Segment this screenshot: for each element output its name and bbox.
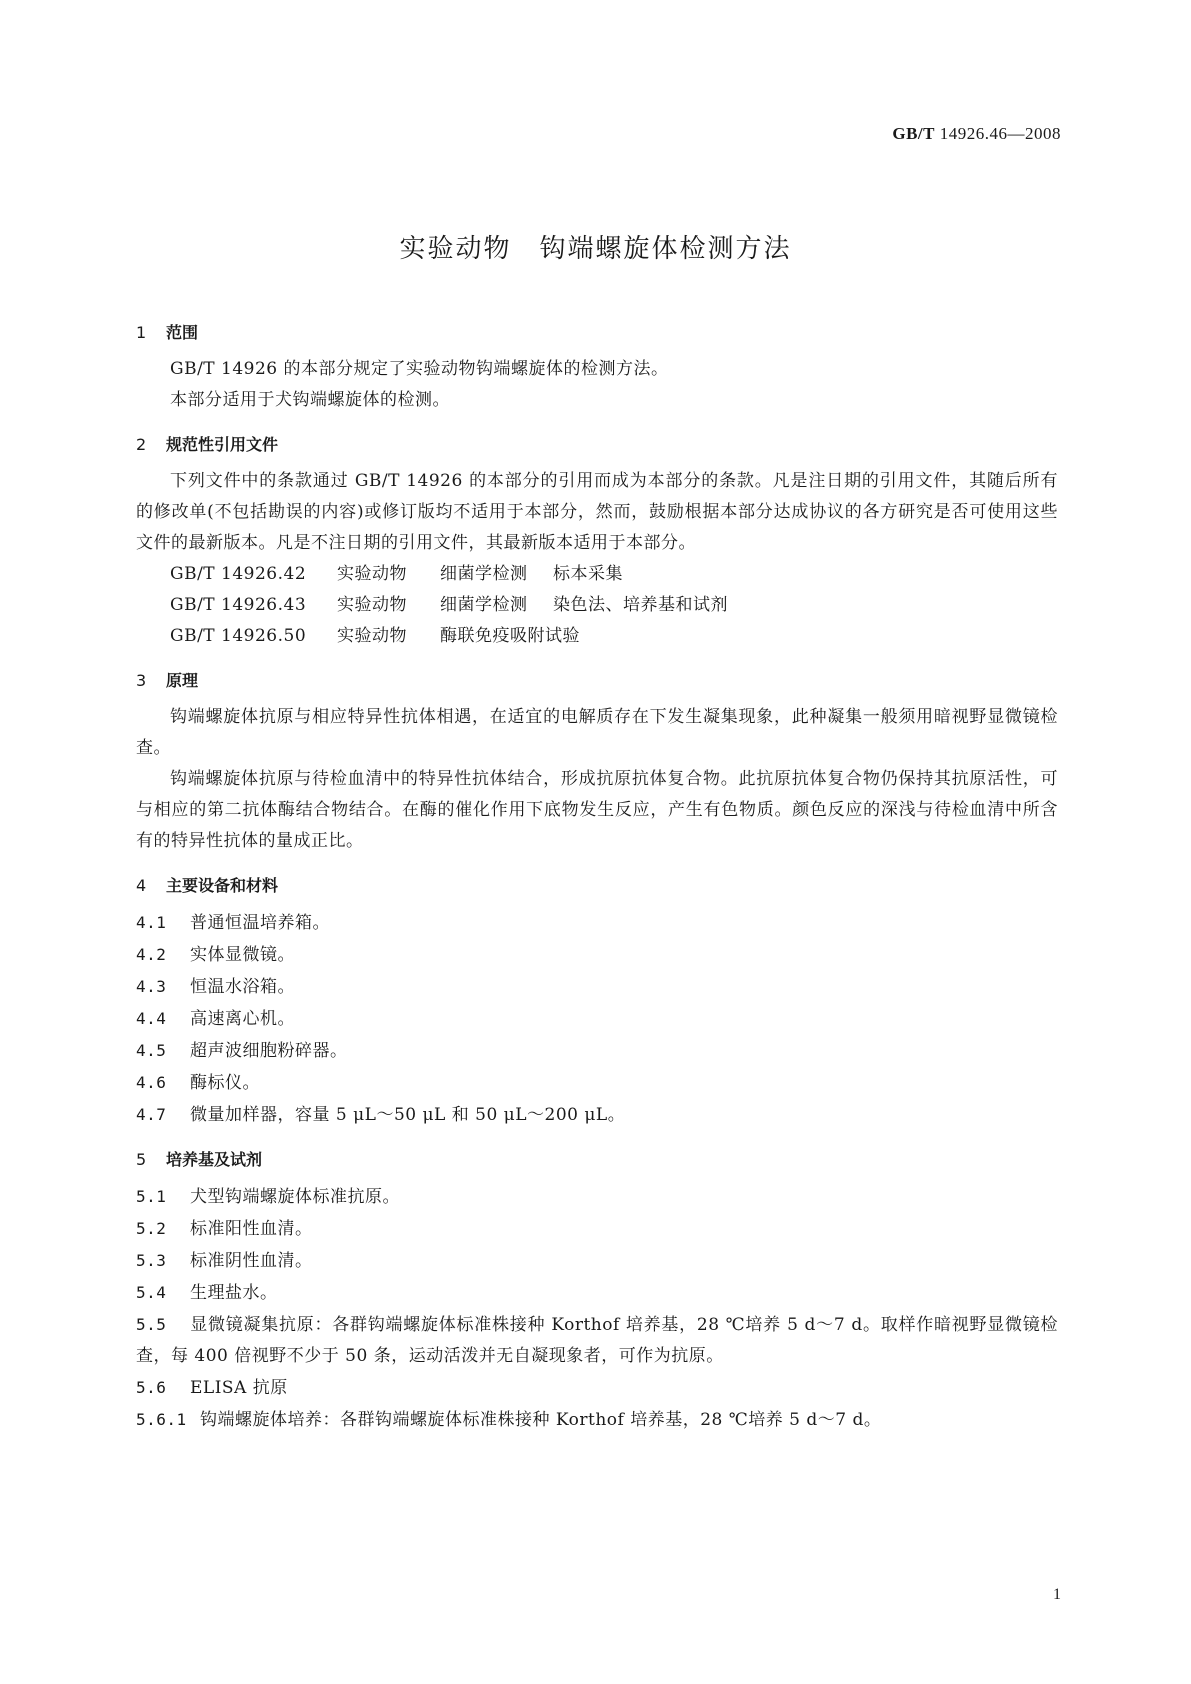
list-item bbox=[136, 1067, 1058, 1099]
reference-item bbox=[136, 590, 1058, 621]
reference-part-b: 细菌学检测 bbox=[440, 564, 528, 584]
item-number: 4.1 bbox=[136, 913, 167, 932]
section-heading-equipment bbox=[136, 871, 1058, 901]
reference-part-c: 染色法、培养基和试剂 bbox=[553, 595, 728, 615]
item-number: 4.2 bbox=[136, 945, 167, 964]
item-text: 高速离心机。 bbox=[190, 1009, 295, 1029]
item-number: 4.5 bbox=[136, 1041, 167, 1060]
item-number: 5.4 bbox=[136, 1283, 167, 1302]
list-item bbox=[136, 971, 1058, 1003]
section-number: 3 bbox=[136, 671, 147, 690]
reference-part-a: 实验动物 bbox=[337, 626, 407, 646]
item-number: 4.4 bbox=[136, 1009, 167, 1028]
item-text: 犬型钩端螺旋体标准抗原。 bbox=[190, 1187, 400, 1207]
list-item bbox=[136, 1245, 1058, 1277]
item-number: 5.6 bbox=[136, 1378, 167, 1397]
item-text: 生理盐水。 bbox=[190, 1283, 278, 1303]
item-text: ELISA 抗原 bbox=[190, 1378, 288, 1398]
document-body bbox=[136, 318, 1058, 1436]
list-item bbox=[136, 1181, 1058, 1213]
page-number: 1 bbox=[1053, 1586, 1061, 1603]
item-number: 5.1 bbox=[136, 1187, 167, 1206]
reference-part-a: 实验动物 bbox=[337, 564, 407, 584]
reference-code: GB/T 14926.43 bbox=[170, 595, 307, 615]
paragraph: 钩端螺旋体抗原与相应特异性抗体相遇，在适宜的电解质存在下发生凝集现象，此种凝集一般须用暗视野显微镜检查。 bbox=[136, 707, 1058, 758]
paragraph: 本部分适用于犬钩端螺旋体的检测。 bbox=[170, 390, 450, 410]
item-text: 普通恒温培养箱。 bbox=[190, 913, 330, 933]
list-item bbox=[136, 1003, 1058, 1035]
list-item bbox=[136, 1404, 1058, 1436]
list-item bbox=[136, 1309, 1058, 1372]
reference-item bbox=[136, 559, 1058, 590]
section-title: 培养基及试剂 bbox=[166, 1150, 263, 1169]
item-number: 5.5 bbox=[136, 1315, 167, 1334]
reference-part-a: 实验动物 bbox=[337, 595, 407, 615]
section-heading-principle bbox=[136, 666, 1058, 696]
list-item bbox=[136, 907, 1058, 939]
reference-item bbox=[136, 621, 1058, 652]
standard-code-prefix: GB/T bbox=[892, 124, 935, 143]
reference-part-b: 酶联免疫吸附试验 bbox=[440, 626, 580, 646]
reference-part-b: 细菌学检测 bbox=[440, 595, 528, 615]
section-title: 原理 bbox=[166, 671, 199, 690]
section-heading-scope bbox=[136, 318, 1058, 348]
list-item bbox=[136, 1213, 1058, 1245]
item-text: 实体显微镜。 bbox=[190, 945, 295, 965]
list-item bbox=[136, 1372, 1058, 1404]
section-number: 1 bbox=[136, 323, 147, 342]
item-text: 标准阴性血清。 bbox=[190, 1251, 313, 1271]
reference-part-c: 标本采集 bbox=[553, 564, 623, 584]
item-text: 显微镜凝集抗原：各群钩端螺旋体标准株接种 Korthof 培养基，28 ℃培养 5 d～7 d。取样作暗视野显微镜检查，每 400 倍视野不少于 50 条，运动活泼并无自凝现象者，可作为抗原。 bbox=[136, 1315, 1058, 1366]
document-title: 实验动物 钩端螺旋体检测方法 bbox=[399, 234, 792, 264]
item-number: 5.3 bbox=[136, 1251, 167, 1270]
paragraph: 钩端螺旋体抗原与待检血清中的特异性抗体结合，形成抗原抗体复合物。此抗原抗体复合物仍保持其抗原活性，可与相应的第二抗体酶结合物结合。在酶的催化作用下底物发生反应，产生有色物质。颜色反应的深浅与待检血清中所含有的特异性抗体的量成正比。 bbox=[136, 769, 1058, 851]
list-item bbox=[136, 1099, 1058, 1131]
section-number: 2 bbox=[136, 435, 147, 454]
item-number: 4.3 bbox=[136, 977, 167, 996]
item-text: 钩端螺旋体培养：各群钩端螺旋体标准株接种 Korthof 培养基，28 ℃培养 5 d～7 d。 bbox=[200, 1410, 882, 1430]
standard-code-number: 14926.46—2008 bbox=[939, 124, 1061, 143]
section-title: 主要设备和材料 bbox=[166, 876, 279, 895]
list-item bbox=[136, 1035, 1058, 1067]
item-text: 微量加样器，容量 5 μL～50 μL 和 50 μL～200 μL。 bbox=[190, 1105, 626, 1125]
item-number: 5.2 bbox=[136, 1219, 167, 1238]
item-number: 5.6.1 bbox=[136, 1410, 187, 1429]
item-text: 酶标仪。 bbox=[190, 1073, 260, 1093]
item-text: 超声波细胞粉碎器。 bbox=[190, 1041, 348, 1061]
item-number: 4.6 bbox=[136, 1073, 167, 1092]
section-title: 规范性引用文件 bbox=[166, 435, 279, 454]
section-heading-normative-references bbox=[136, 430, 1058, 460]
section-number: 4 bbox=[136, 876, 147, 895]
paragraph: GB/T 14926 的本部分规定了实验动物钩端螺旋体的检测方法。 bbox=[170, 359, 669, 379]
item-text: 标准阳性血清。 bbox=[190, 1219, 313, 1239]
section-title: 范围 bbox=[166, 323, 199, 342]
standard-code bbox=[892, 124, 1061, 144]
list-item bbox=[136, 939, 1058, 971]
list-item bbox=[136, 1277, 1058, 1309]
section-number: 5 bbox=[136, 1150, 147, 1169]
paragraph: 下列文件中的条款通过 GB/T 14926 的本部分的引用而成为本部分的条款。凡是注日期的引用文件，其随后所有的修改单(不包括勘误的内容)或修订版均不适用于本部分，然而，鼓励根据本部分达成协议的各方研究是否可使用这些文件的最新版本。凡是不注日期的引用文件，其最新版本适用于本部分。 bbox=[136, 471, 1058, 553]
item-number: 4.7 bbox=[136, 1105, 167, 1124]
reference-code: GB/T 14926.42 bbox=[170, 564, 307, 584]
reference-code: GB/T 14926.50 bbox=[170, 626, 307, 646]
section-heading-media-reagents bbox=[136, 1145, 1058, 1175]
item-text: 恒温水浴箱。 bbox=[190, 977, 295, 997]
